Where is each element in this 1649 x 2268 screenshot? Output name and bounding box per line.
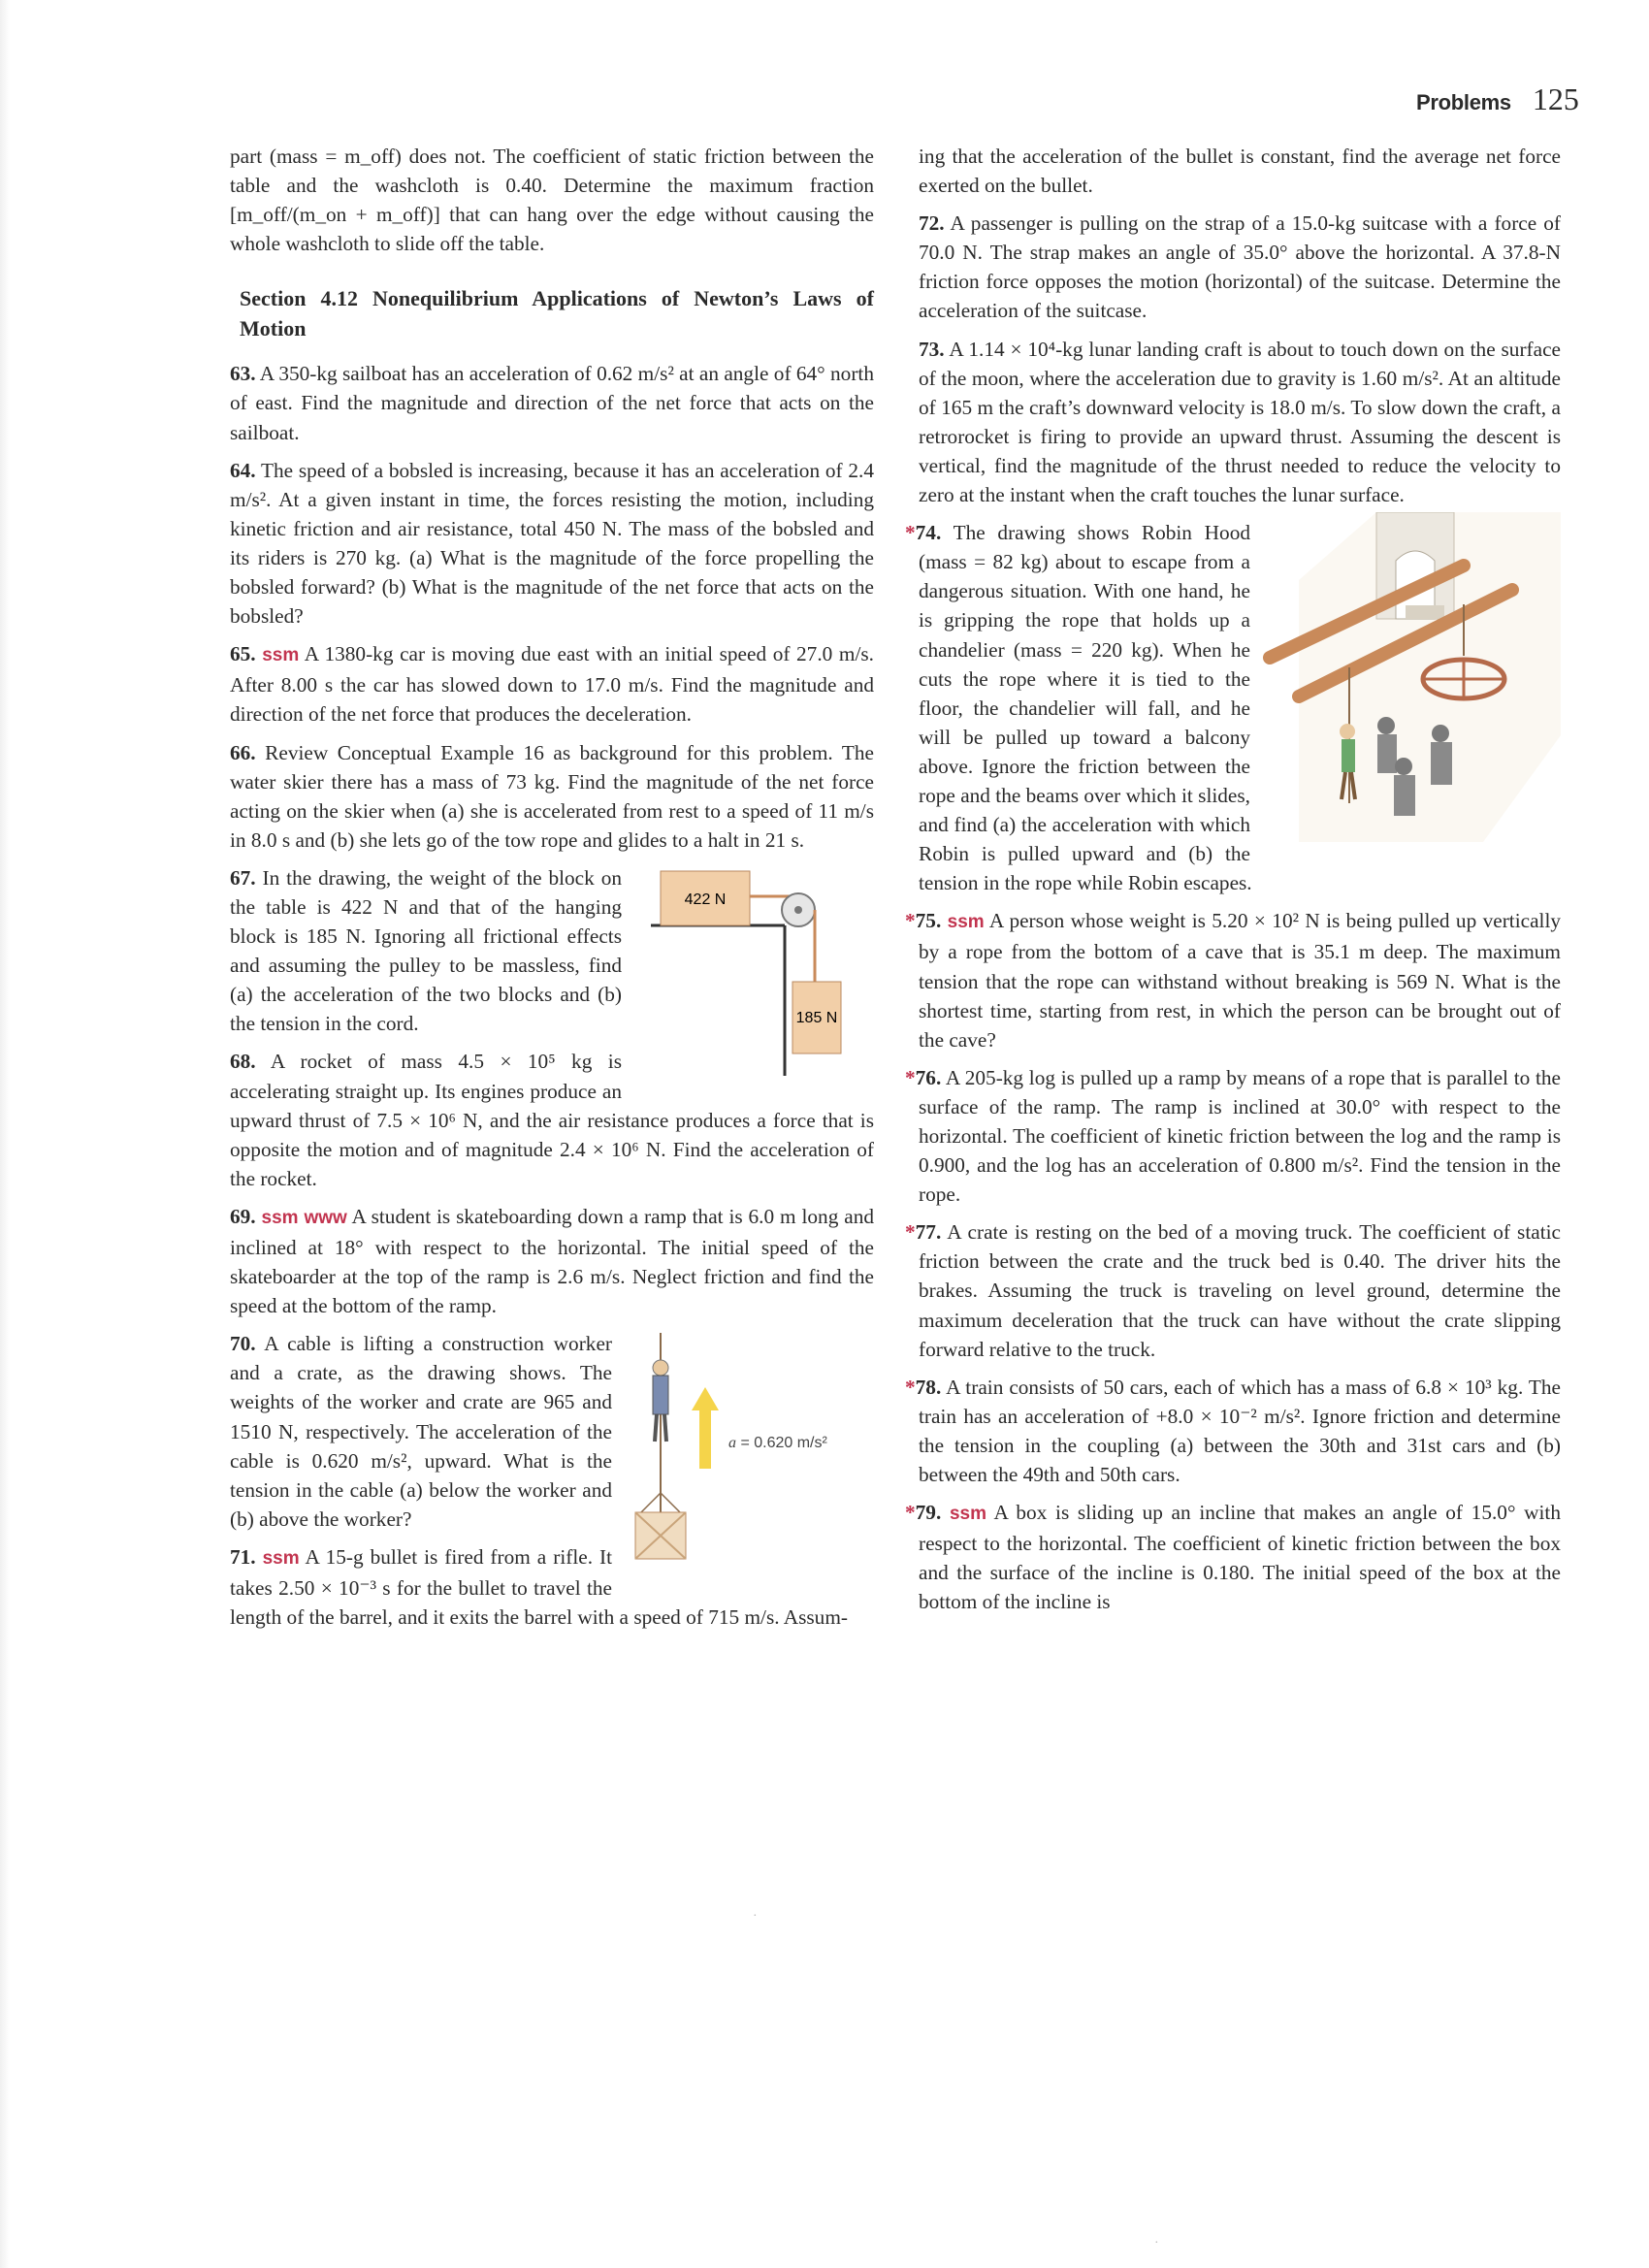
problem-65 xyxy=(230,639,874,729)
problem-number: 68. xyxy=(230,1050,256,1074)
problem-64 xyxy=(230,456,874,632)
ssm-tag: ssm xyxy=(261,1207,299,1228)
problem-text: A 350-kg sailboat has an acceleration of 0.62 m/s² at an angle of 64° north of east. Find the magnitude and direction of the net force that acts on the sailboat. xyxy=(230,362,874,444)
difficulty-star: * xyxy=(905,1375,916,1399)
ssm-tag: ssm xyxy=(262,645,300,666)
problem-text: A cable is lifting a construction worker and a crate, as the drawing shows. The weights of the worker and crate are 965 and 1510 N, respectively. The acceleration of the cable is 0.620 m/s², upward. What is the tension in the cable (a) below the worker and (b) above the worker? xyxy=(230,1332,612,1531)
problem-number: 76. xyxy=(915,1065,942,1089)
worker-body xyxy=(653,1376,668,1414)
problem-number: 64. xyxy=(230,458,256,482)
difficulty-star: * xyxy=(905,1501,916,1525)
robin-hood-chandelier-figure xyxy=(1260,512,1561,842)
worker-leg xyxy=(664,1414,666,1442)
section-heading: Section 4.12 Nonequilibrium Applications of Newton’s Laws of Motion xyxy=(240,286,874,341)
scan-speck: · xyxy=(1154,2236,1159,2251)
problem-number: 65. xyxy=(230,642,256,666)
continuation-text: ing that the acceleration of the bullet is constant, find the average net force exerted on the bullet. xyxy=(919,145,1561,198)
running-head: Problems xyxy=(1416,90,1511,114)
problem-72 xyxy=(919,209,1561,325)
problem-text: A 1.14 × 10⁴-kg lunar landing craft is about to touch down on the surface of the moon, where the acceleration due to gravity is 1.60 m/s². At an altitude of 165 m the craft’s downward velocity is 18.0 m/s. To slow down the craft, a retrorocket is firing to provide an upward thrust. Assuming the descent is vertical, find the magnitude of the thrust needed to reduce the velocity to zero at the instant when the craft touches the lunar surface. xyxy=(919,337,1561,507)
problem-78 xyxy=(905,1373,1561,1489)
crate-sling xyxy=(641,1493,661,1512)
problem-number: 78. xyxy=(915,1375,942,1399)
problem-text: A student is skateboarding down a ramp that is 6.0 m long and inclined at 18° with respect to the horizontal. The initial speed of the skateboarder at the top of the ramp is 2.6 m/s. Neglect friction and find the speed at the bottom of the ramp. xyxy=(230,1204,874,1318)
problem-75 xyxy=(905,906,1562,1053)
problem-number: 73. xyxy=(919,337,945,361)
problem-77 xyxy=(905,1217,1561,1363)
problem-number: 79. xyxy=(915,1501,942,1525)
robin-head xyxy=(1340,724,1355,739)
problem-number: 69. xyxy=(230,1204,256,1228)
guard-head xyxy=(1395,758,1412,775)
guard-head xyxy=(1432,725,1449,742)
scan-edge-shadow xyxy=(0,0,10,2268)
ssm-tag: ssm xyxy=(947,912,985,933)
guard-body xyxy=(1431,742,1452,785)
difficulty-star: * xyxy=(905,521,916,545)
problem-text: Review Conceptual Example 16 as background for this problem. The water skier there has a mass of 73 kg. Find the magnitude of the net force acting on the skier when (a) she is accelerated from rest to a speed of 11 m/s in 8.0 s and (b) she lets go of the tow rope and glides to a halt in 21 s. xyxy=(230,740,874,852)
problem-67 xyxy=(230,863,874,1039)
acceleration-arrow xyxy=(692,1387,719,1469)
blocks-pulley-figure xyxy=(631,867,874,1081)
page-number: 125 xyxy=(1532,81,1579,116)
robin-body xyxy=(1342,739,1355,772)
guard-body xyxy=(1377,734,1397,773)
problem-text: In the drawing, the weight of the block on the table is 422 N and that of the hanging block is 185 N. Ignoring all frictional effects and assuming the pulley to be massless, find (a) the acceleration of the two blocks and (b) the tension in the cord. xyxy=(230,865,622,1036)
balcony-ledge xyxy=(1406,605,1444,619)
problem-text: The drawing shows Robin Hood (mass = 82 kg) about to escape from a dangerous situation. With one hand, he is gripping the rope that holds up a chandelier (mass = 220 kg). When he cuts the rope where it is tied to the floor, the chandelier will fall, and he will be pulled up toward a balcony above. Ignore the friction between the rope and the beams over which it slides, and find (a) the acceleration with which Robin is pulled upward and (b) the tension in the rope while Robin escapes. xyxy=(919,521,1252,895)
problem-number: 72. xyxy=(919,211,945,236)
problem-text: A person whose weight is 5.20 × 10² N is being pulled up vertically by a rope from the bottom of a cave that is 35.1 m deep. The maximum tension that the rope can withstand without breaking is 569 N. What is the shortest time, starting from rest, in which the person can be brought out of the cave? xyxy=(919,909,1562,1052)
guard-head xyxy=(1377,717,1395,734)
continuation-text: part (mass = m_off) does not. The coefficient of static friction between the table and the washcloth is 0.40. Determine the maximum fraction [m_off/(m_on + m_off)] that can hang over the edge without causing the whole washcloth to slide off the table. xyxy=(230,145,874,256)
block-hanging-label: 185 N xyxy=(795,1009,838,1026)
pulley-axle xyxy=(794,906,802,914)
problem-text: A box is sliding up an incline that makes an angle of 15.0° with respect to the horizontal. The coefficient of kinetic friction between the box and the surface of the incline is 0.180. The initial speed of the box at the bottom of the incline is xyxy=(919,1501,1562,1614)
problem-63 xyxy=(230,359,874,446)
problem-69 xyxy=(230,1202,874,1320)
cable-worker-crate-figure xyxy=(622,1333,874,1575)
problem-number: 66. xyxy=(230,740,256,764)
problem-number: 75. xyxy=(915,909,942,933)
problem-79 xyxy=(905,1498,1562,1616)
acceleration-label: a = 0.620 m/s² xyxy=(728,1435,827,1452)
problem-70 xyxy=(230,1329,874,1534)
difficulty-star: * xyxy=(905,1065,916,1089)
problem-text: A 205-kg log is pulled up a ramp by means of a rope that is parallel to the surface of the ramp. The ramp is inclined at 30.0° with respect to the horizontal. The coefficient of kinetic friction between the log and the ramp is 0.900, and the log has an acceleration of 0.800 m/s². Find the tension in the rope. xyxy=(919,1065,1561,1207)
problem-76 xyxy=(905,1063,1561,1209)
www-tag: www xyxy=(304,1207,347,1228)
problem-number: 77. xyxy=(915,1220,942,1245)
ssm-tag: ssm xyxy=(949,1504,986,1525)
scan-speck: · xyxy=(753,1909,758,1924)
worker-leg xyxy=(655,1414,657,1442)
crate-sling xyxy=(661,1493,680,1512)
block-table-label: 422 N xyxy=(684,891,727,908)
problem-text: A passenger is pulling on the strap of a 15.0-kg suitcase with a force of 70.0 N. The strap makes an angle of 35.0° above the horizontal. A 37.8-N friction force opposes the motion (horizontal) of the suitcase. Determine the acceleration of the suitcase. xyxy=(919,211,1561,323)
difficulty-star: * xyxy=(905,909,916,933)
problem-number: 70. xyxy=(230,1332,256,1356)
worker-head xyxy=(653,1360,668,1376)
problem-66 xyxy=(230,738,874,855)
left-column xyxy=(230,142,874,1640)
problem-text: The speed of a bobsled is increasing, because it has an acceleration of 2.4 m/s². At a given instant in time, the forces resisting the motion, including kinetic friction and air resistance, total 450 N. The mass of the bobsled and its riders is 270 kg. (a) What is the magnitude of the force propelling the bobsled forward? (b) What is the magnitude of the net force that acts on the bobsled? xyxy=(230,458,874,629)
problem-text: A crate is resting on the bed of a moving truck. The coefficient of static friction between the crate and the truck bed is 0.40. The driver hits the brakes. Assuming the truck is traveling on level ground, determine the maximum deceleration that the truck can have without the crate slipping forward relative to the truck. xyxy=(919,1220,1561,1361)
problem-text: A 1380-kg car is moving due east with an initial speed of 27.0 m/s. After 8.00 s the car has slowed down to 17.0 m/s. Find the magnitude and direction of the net force that produces the deceleration. xyxy=(230,642,874,727)
problem-number: 74. xyxy=(915,521,942,545)
problem-number: 63. xyxy=(230,362,256,386)
problem-text: A rocket of mass 4.5 × 10⁵ kg is accelerating straight up. Its engines produce an upward thrust of 7.5 × 10⁶ N, and the air resistance produces a force that is opposite the motion and of magnitude 2.4 × 10⁶ N. Find the acceleration of the rocket. xyxy=(230,1050,874,1190)
problem-74 xyxy=(905,518,1561,897)
guard-body xyxy=(1394,775,1415,816)
problem-text: A 15-g bullet is fired from a rifle. It takes 2.50 × 10⁻³ s for the bullet to travel the length of the barrel, and it exits the barrel with a speed of 715 m/s. Assum- xyxy=(230,1544,848,1630)
difficulty-star: * xyxy=(905,1220,916,1245)
problem-73 xyxy=(919,335,1561,510)
ssm-tag: ssm xyxy=(262,1547,300,1569)
right-column xyxy=(905,142,1562,1626)
problem-text: A train consists of 50 cars, each of which has a mass of 6.8 × 10³ kg. The train has an acceleration of +8.0 × 10⁻² m/s². Ignore friction and determine the tension in the coupling (a) between the 30th and 31st cars and (b) between the 49th and 50th cars. xyxy=(919,1375,1561,1487)
problem-number: 67. xyxy=(230,865,256,890)
page-header xyxy=(1416,81,1579,117)
problem-number: 71. xyxy=(230,1544,256,1569)
